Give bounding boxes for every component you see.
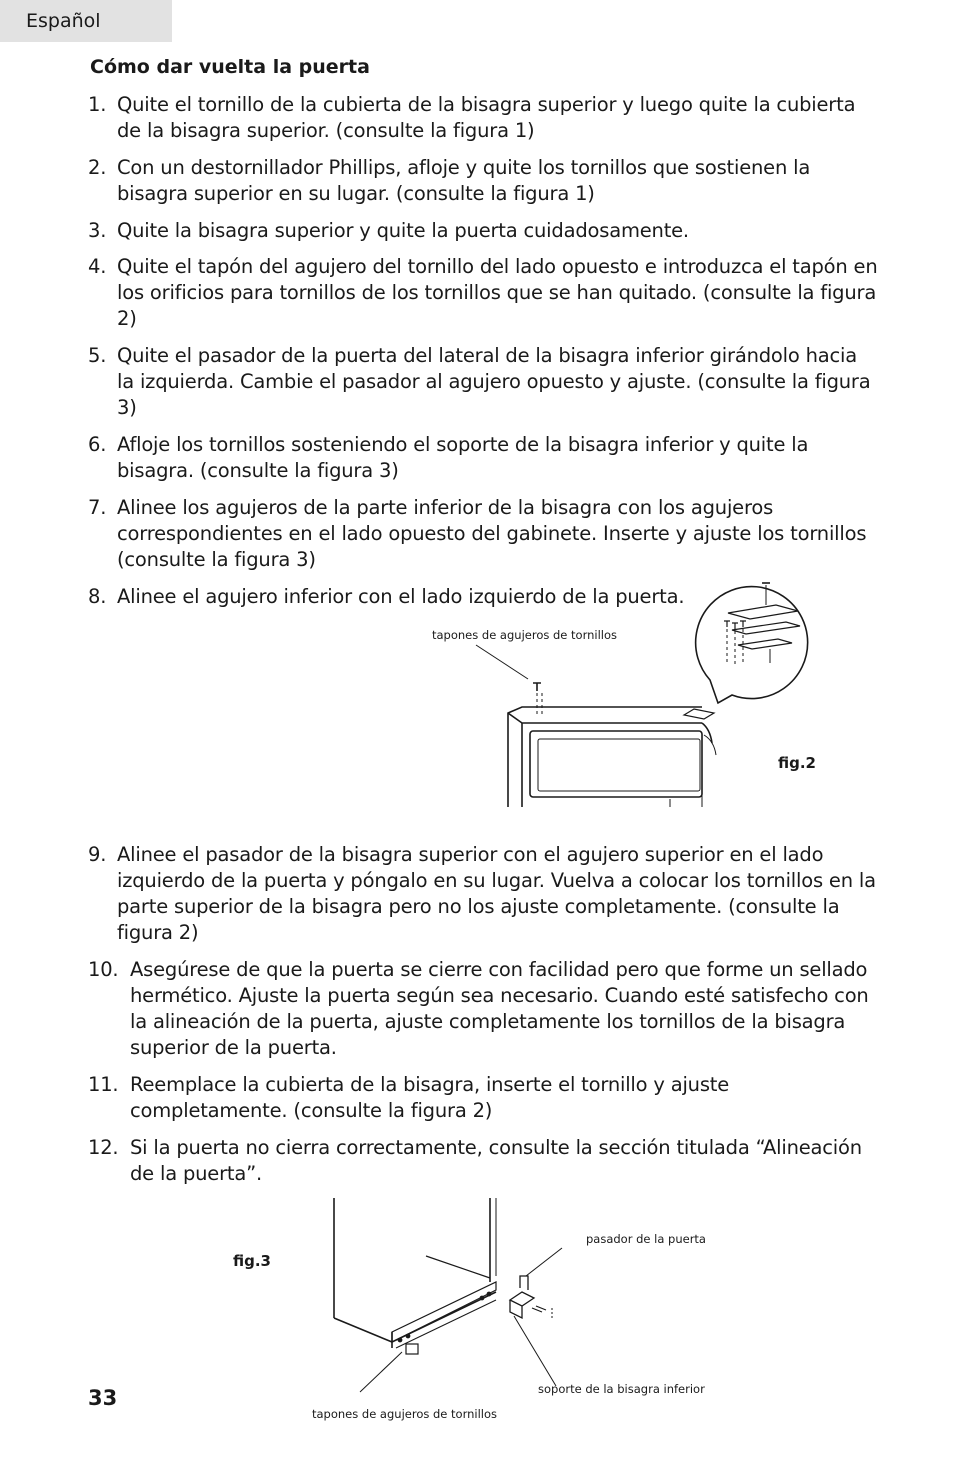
fig3-label: fig.3 bbox=[233, 1252, 271, 1270]
step-9 bbox=[88, 842, 878, 946]
fig2-label: fig.2 bbox=[778, 754, 816, 772]
step-text: Alinee el pasador de la bisagra superior con el agujero superior en el lado izquierdo de la puerta y póngalo en su lugar. Vuelva a colocar los tornillos en la parte superior de la bisagra pero no los ajuste completamente. (consulte la figura 2) bbox=[117, 843, 876, 944]
step-number: 4. bbox=[88, 255, 107, 278]
fig3-plugs-callout: tapones de agujeros de tornillos bbox=[312, 1407, 497, 1421]
step-6 bbox=[88, 432, 878, 484]
step-7 bbox=[88, 495, 878, 573]
step-text: Quite la bisagra superior y quite la puerta cuidadosamente. bbox=[117, 219, 689, 242]
section-title: Cómo dar vuelta la puerta bbox=[90, 56, 370, 78]
page-number: 33 bbox=[88, 1386, 118, 1410]
step-number: 11. bbox=[88, 1073, 119, 1096]
step-text: Afloje los tornillos sosteniendo el soporte de la bisagra inferior y quite la bisagra. (consulte la figura 3) bbox=[117, 433, 809, 482]
step-number: 12. bbox=[88, 1136, 119, 1159]
step-number: 8. bbox=[88, 585, 107, 608]
fig2-plugs-callout: tapones de agujeros de tornillos bbox=[432, 628, 617, 642]
step-3 bbox=[88, 218, 878, 244]
step-number: 7. bbox=[88, 496, 107, 519]
step-text: Si la puerta no cierra correctamente, consulte la sección titulada “Alineación de la puerta”. bbox=[130, 1136, 862, 1185]
step-1 bbox=[88, 92, 878, 144]
step-number: 2. bbox=[88, 156, 107, 179]
step-10 bbox=[88, 957, 878, 1061]
step-number: 1. bbox=[88, 93, 107, 116]
step-text: Con un destornillador Phillips, afloje y quite los tornillos que sostienen la bisagra superior en su lugar. (consulte la figura 1) bbox=[117, 156, 811, 205]
step-text: Alinee los agujeros de la parte inferior de la bisagra con los agujeros correspondientes en el lado opuesto del gabinete. Inserte y ajuste los tornillos (consulte la figura 3) bbox=[117, 496, 867, 571]
step-text: Quite el tornillo de la cubierta de la bisagra superior y luego quite la cubierta de la bisagra superior. (consulte la figura 1) bbox=[117, 93, 856, 142]
step-number: 9. bbox=[88, 843, 107, 866]
step-text: Quite el tapón del agujero del tornillo del lado opuesto e introduzca el tapón en los orificios para tornillos de los tornillos que se han quitado. (consulte la figura 2) bbox=[117, 255, 878, 330]
step-2 bbox=[88, 155, 878, 207]
step-number: 5. bbox=[88, 344, 107, 367]
fig3-pin-callout: pasador de la puerta bbox=[586, 1232, 706, 1246]
step-11 bbox=[88, 1072, 878, 1124]
step-number: 10. bbox=[88, 958, 119, 981]
step-text: Reemplace la cubierta de la bisagra, inserte el tornillo y ajuste completamente. (consulte la figura 2) bbox=[130, 1073, 730, 1122]
step-5 bbox=[88, 343, 878, 421]
step-number: 3. bbox=[88, 219, 107, 242]
fig3-illustration bbox=[330, 1196, 570, 1406]
language-tab: Español bbox=[0, 0, 172, 42]
step-text: Quite el pasador de la puerta del lateral de la bisagra inferior girándolo hacia la izquierda. Cambie el pasador al agujero opuesto y ajuste. (consulte la figura 3) bbox=[117, 344, 871, 419]
step-12 bbox=[88, 1135, 878, 1187]
fig2-illustration bbox=[470, 575, 810, 807]
fig3-bracket-callout: soporte de la bisagra inferior bbox=[538, 1382, 705, 1396]
step-4 bbox=[88, 254, 878, 332]
step-text: Alinee el agujero inferior con el lado izquierdo de la puerta. bbox=[117, 585, 685, 608]
step-number: 6. bbox=[88, 433, 107, 456]
step-text: Asegúrese de que la puerta se cierre con facilidad pero que forme un sellado hermético. Ajuste la puerta según sea necesario. Cuando esté satisfecho con la alineación de la puerta, ajuste completamente los tornillos de la bisagra superior de la puerta. bbox=[130, 958, 869, 1059]
